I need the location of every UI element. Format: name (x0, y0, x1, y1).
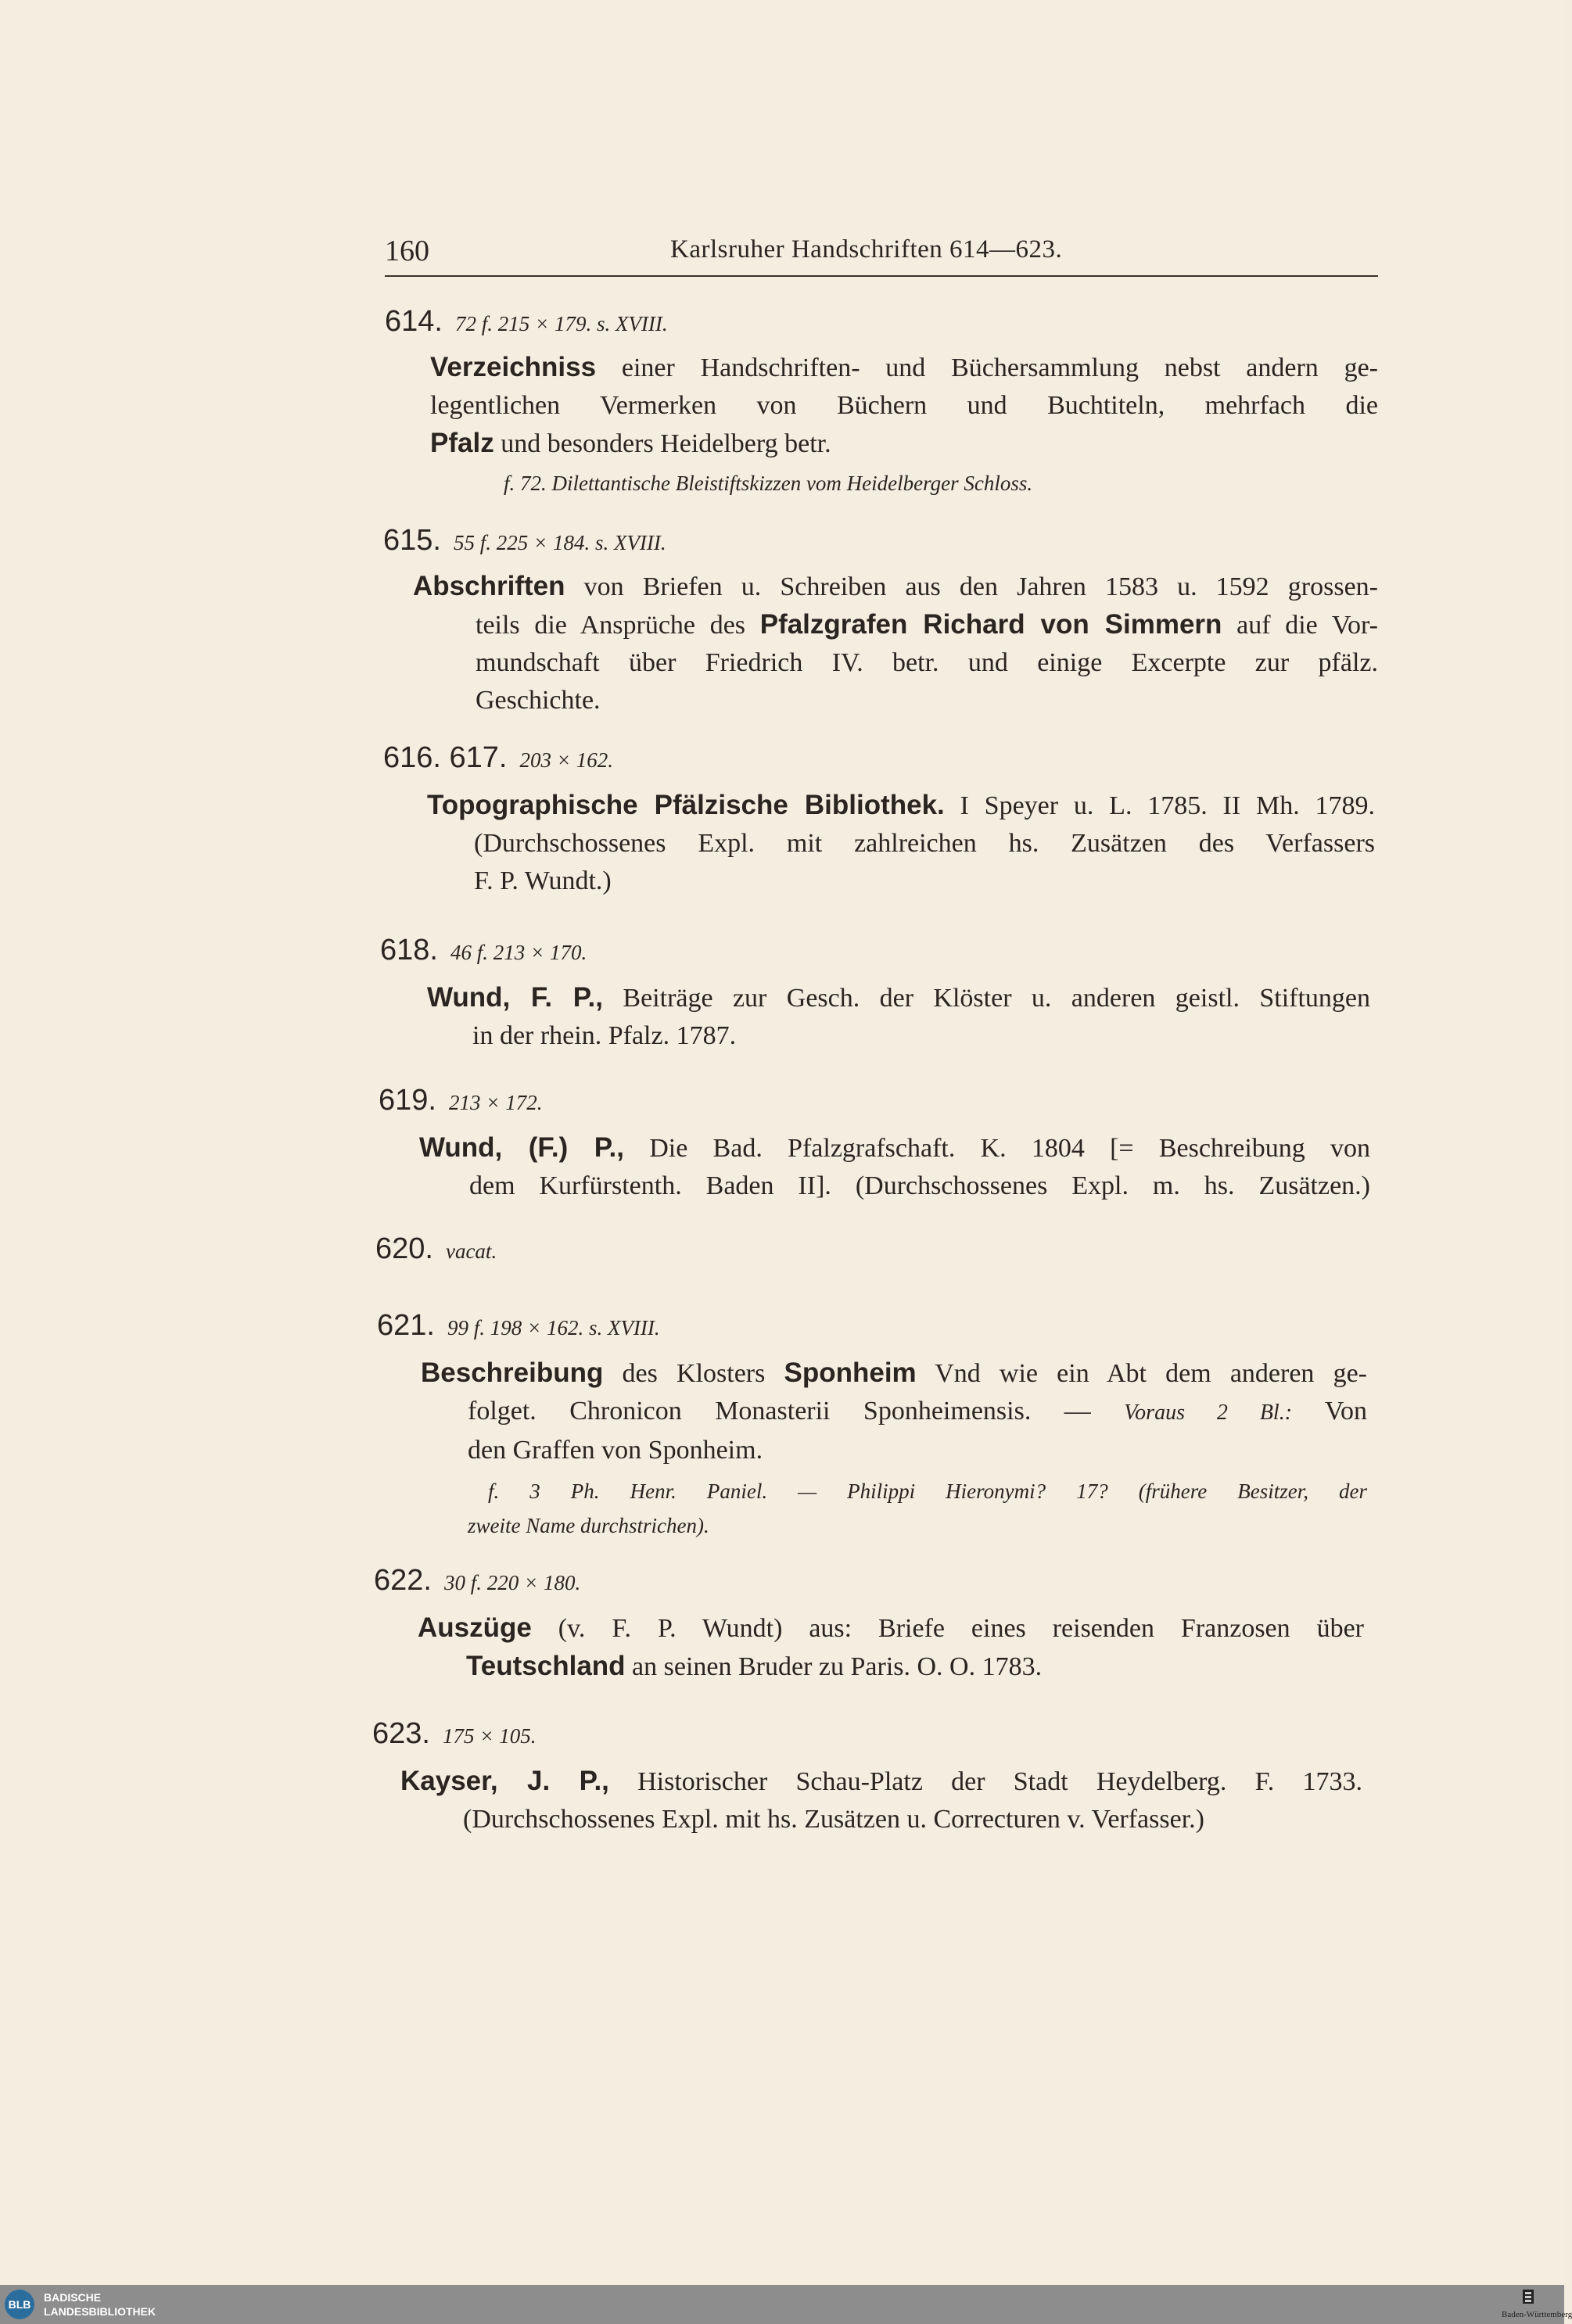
entry-number: 619. (379, 1084, 436, 1117)
entry-line (430, 349, 1378, 387)
state-label: Baden-Württemberg (1502, 2310, 1572, 2319)
entry-number: 615. (383, 524, 441, 557)
entry-line (427, 787, 1375, 825)
entry-number: 623. (372, 1717, 430, 1750)
entry-text: (Durchschossenes Expl. mit hs. Zusätzen u. Correcturen v. Verfasser.) (463, 1805, 1204, 1834)
entry-meta: 30 f. 220 × 180. (443, 1571, 581, 1594)
entry-text: (Durchschossenes Expl. mit zahlreichen hs. Zusätzen des Verfassers (474, 829, 1375, 858)
entry-meta: 203 × 162. (519, 748, 613, 772)
entry-meta: 175 × 105. (442, 1724, 537, 1748)
entry-heading (372, 1716, 1362, 1758)
entry-text: folget. Chronicon Monasterii Sponheimensis. — (468, 1397, 1125, 1426)
entry-line (468, 1393, 1367, 1432)
library-name (44, 2290, 156, 2319)
entry-text: teils die Ansprüche des (476, 611, 760, 640)
entry-meta: 72 f. 215 × 179. s. XVIII. (454, 312, 668, 335)
entry-text: in der rhein. Pfalz. 1787. (472, 1021, 737, 1050)
entry-term: Wund, (F.) P., (419, 1132, 624, 1163)
entry-text: Von (1292, 1397, 1368, 1426)
entry-text: und besonders Heidelberg betr. (493, 429, 831, 458)
entry-text: Historischer Schau-Platz der Stadt Heydelberg. F. 1733. (608, 1767, 1362, 1796)
entry-meta: 99 f. 198 × 162. s. XVIII. (447, 1316, 660, 1340)
entry-note: f. 72. Dilettantische Bleistiftskizzen vom Heidelberger Schloss. (504, 472, 1033, 495)
library-name-line2: LANDESBIBLIOTHEK (44, 2305, 156, 2318)
entry-line (476, 606, 1378, 644)
entry-term: Pfalz (430, 428, 494, 458)
entry-623 (372, 1716, 1362, 1838)
entry-heading (383, 522, 1378, 565)
entry-text: einer Handschriften- und Büchersammlung nebst andern ge- (596, 353, 1378, 382)
entry-text-italic: Voraus 2 Bl.: (1124, 1400, 1293, 1425)
entry-line (418, 1609, 1364, 1648)
blb-logo: BLB (5, 2290, 34, 2319)
entry-text: mundschaft über Friedrich IV. betr. und einige Excerpte zur pfälz. (476, 648, 1378, 677)
state-mark (1502, 2288, 1572, 2322)
entry-text: I Speyer u. L. 1785. II Mh. 1789. (944, 791, 1375, 820)
entry-heading (374, 1562, 1364, 1605)
entry-622 (374, 1562, 1364, 1686)
entry-term: Abschriften (413, 571, 565, 601)
entry-line (421, 1354, 1367, 1393)
entry-number: 620. (375, 1232, 433, 1265)
entry-614 (385, 303, 1378, 500)
entry-text: F. P. Wundt.) (474, 866, 612, 895)
entry-line (472, 1017, 1370, 1055)
entry-618 (380, 932, 1370, 1055)
entry-term: Beschreibung (421, 1357, 604, 1388)
entry-line (419, 1129, 1370, 1167)
entry-term: Sponheim (784, 1357, 917, 1388)
entry-615 (383, 522, 1378, 719)
entry-number: 618. (380, 934, 438, 967)
entry-number: 621. (377, 1309, 435, 1342)
entry-line (468, 1432, 1367, 1469)
entry-number: 616. 617. (383, 741, 508, 774)
entry-line (400, 1763, 1362, 1801)
library-name-line1: BADISCHE (44, 2291, 102, 2304)
entry-number: 622. (374, 1564, 432, 1597)
entry-text: dem Kurfürstenth. Baden II]. (Durchschossenes Expl. m. hs. Zusätzen.) (469, 1171, 1370, 1200)
entry-text: auf die Vor- (1222, 611, 1378, 640)
entry-line (413, 568, 1378, 606)
entry-meta: 55 f. 225 × 184. s. XVIII. (453, 531, 666, 554)
entry-text: (v. F. P. Wundt) aus: Briefe eines reisenden Franzosen über (531, 1614, 1364, 1643)
entry-line (474, 825, 1375, 863)
entry-note: zweite Name durchstrichen). (468, 1514, 709, 1537)
entry-heading (380, 932, 1370, 974)
entry-meta: 213 × 172. (448, 1091, 543, 1114)
entry-line (476, 644, 1378, 682)
entry-line (463, 1801, 1362, 1838)
footer-bar (0, 2285, 1572, 2324)
entry-text: legentlichen Vermerken von Büchern und Buchtiteln, mehrfach die (430, 391, 1378, 420)
entry-heading (377, 1307, 1367, 1350)
entry-line (430, 387, 1378, 425)
entry-term: Pfalzgrafen Richard von Simmern (759, 609, 1222, 640)
running-head-title: Karlsruher Handschriften 614—623. (670, 235, 1063, 264)
entry-line (430, 425, 1378, 463)
entry-text: den Graffen von Sponheim. (468, 1436, 763, 1465)
entry-line (476, 682, 1378, 719)
header-rule (385, 275, 1378, 277)
entry-text: des Klosters (603, 1359, 784, 1388)
entry-term: Wund, F. P., (427, 982, 604, 1013)
entry-text: Vnd wie ein Abt dem anderen ge- (916, 1359, 1367, 1388)
entry-620 (375, 1231, 845, 1273)
entry-term: Teutschland (466, 1651, 626, 1681)
entry-621 (377, 1307, 1367, 1543)
entry-619 (379, 1082, 1370, 1205)
entry-line (466, 1648, 1364, 1686)
entry-meta: vacat. (445, 1239, 497, 1263)
entry-heading (379, 1082, 1370, 1124)
entry-text: von Briefen u. Schreiben aus den Jahren 1583 u. 1592 grossen- (565, 572, 1378, 601)
page-number: 160 (385, 235, 429, 267)
entry-text: an seinen Bruder zu Paris. O. O. 1783. (625, 1652, 1043, 1681)
entry-term: Verzeichniss (430, 352, 597, 382)
entry-line (427, 979, 1370, 1017)
entry-616-617 (383, 740, 1375, 900)
entry-number: 614. (385, 305, 443, 338)
entry-term: Auszüge (418, 1612, 532, 1643)
entry-line (474, 863, 1375, 900)
entry-term: Topographische Pfälzische Bibliothek. (427, 790, 945, 820)
entry-heading (385, 303, 1378, 346)
entry-text: Geschichte. (476, 686, 601, 715)
running-head (385, 231, 1378, 278)
entry-term: Kayser, J. P., (400, 1766, 609, 1796)
entry-heading (375, 1231, 845, 1273)
entry-line (469, 1167, 1370, 1205)
entry-text: Beiträge zur Gesch. der Klöster u. anderen geistl. Stiftungen (603, 984, 1371, 1013)
coat-of-arms-icon (1520, 2288, 1536, 2307)
entry-heading (383, 740, 1375, 782)
entry-text: Die Bad. Pfalzgrafschaft. K. 1804 [= Beschreibung von (624, 1134, 1370, 1163)
entry-meta: 46 f. 213 × 170. (450, 941, 587, 964)
entry-note: f. 3 Ph. Henr. Paniel. — Philippi Hieronymi? 17? (frühere Besitzer, der (488, 1479, 1367, 1503)
